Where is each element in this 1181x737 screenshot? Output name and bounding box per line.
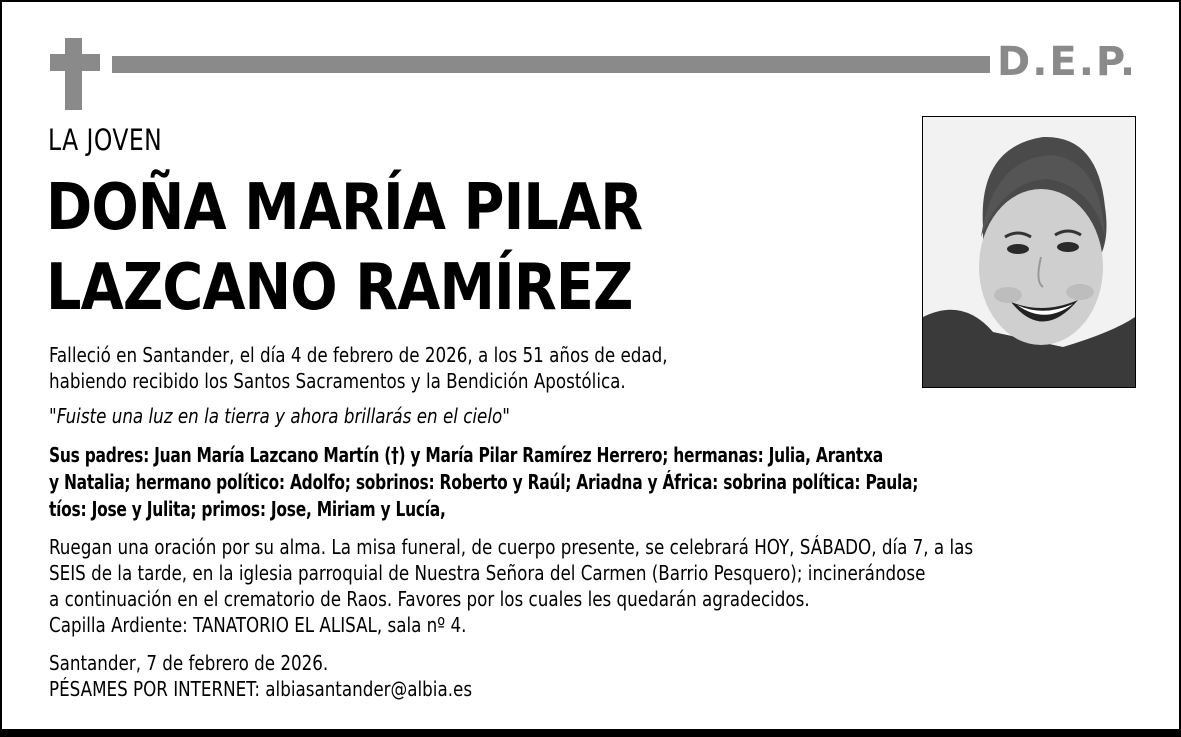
header-rule (112, 56, 990, 73)
portrait-illustration (923, 117, 1135, 387)
death-notice-line: Falleció en Santander, el día 4 de febrero de 2026, a los 51 años de edad, (49, 343, 668, 367)
place-date-line: Santander, 7 de febrero de 2026. (49, 651, 329, 675)
condolences-line: PÉSAMES POR INTERNET: albiasantander@albia.es (49, 677, 473, 701)
kicker-label: LA JOVEN (48, 123, 163, 157)
dep-badge: D.E.P. (997, 39, 1138, 85)
mass-info-line: SEIS de la tarde, en la iglesia parroquial de Nuestra Señora del Carmen (Barrio Pesquero); incinerándose (49, 561, 926, 585)
cross-vertical-bar (65, 38, 82, 110)
mass-info-line: Ruegan una oración por su alma. La misa funeral, de cuerpo presente, se celebrará HOY, SÁBADO, día 7, a las (49, 535, 974, 559)
death-notice-line: habiendo recibido los Santos Sacramentos y la Bendición Apostólica. (49, 369, 626, 393)
family-line: tíos: Jose y Julita; primos: Jose, Miriam y Lucía, (49, 497, 446, 521)
cross-horizontal-bar (50, 54, 100, 71)
mass-info-line: a continuación en el crematorio de Raos. Favores por los cuales les quedarán agradecidos. (49, 587, 810, 611)
deceased-name-line-1: DOÑA MARÍA PILAR (46, 171, 643, 245)
family-line: Sus padres: Juan María Lazcano Martín (†) y María Pilar Ramírez Herrero; hermanas: Julia, Arantxa (49, 443, 883, 467)
portrait-photo (922, 116, 1136, 388)
memorial-quote: "Fuiste una luz en la tierra y ahora brillarás en el cielo" (49, 404, 510, 428)
family-line: y Natalia; hermano político: Adolfo; sobrinos: Roberto y Raúl; Ariadna y África: sobrina política: Paula; (49, 470, 919, 494)
deceased-name-line-2: LAZCANO RAMÍREZ (46, 251, 633, 325)
chapel-info-line: Capilla Ardiente: TANATORIO EL ALISAL, sala nº 4. (49, 613, 467, 637)
